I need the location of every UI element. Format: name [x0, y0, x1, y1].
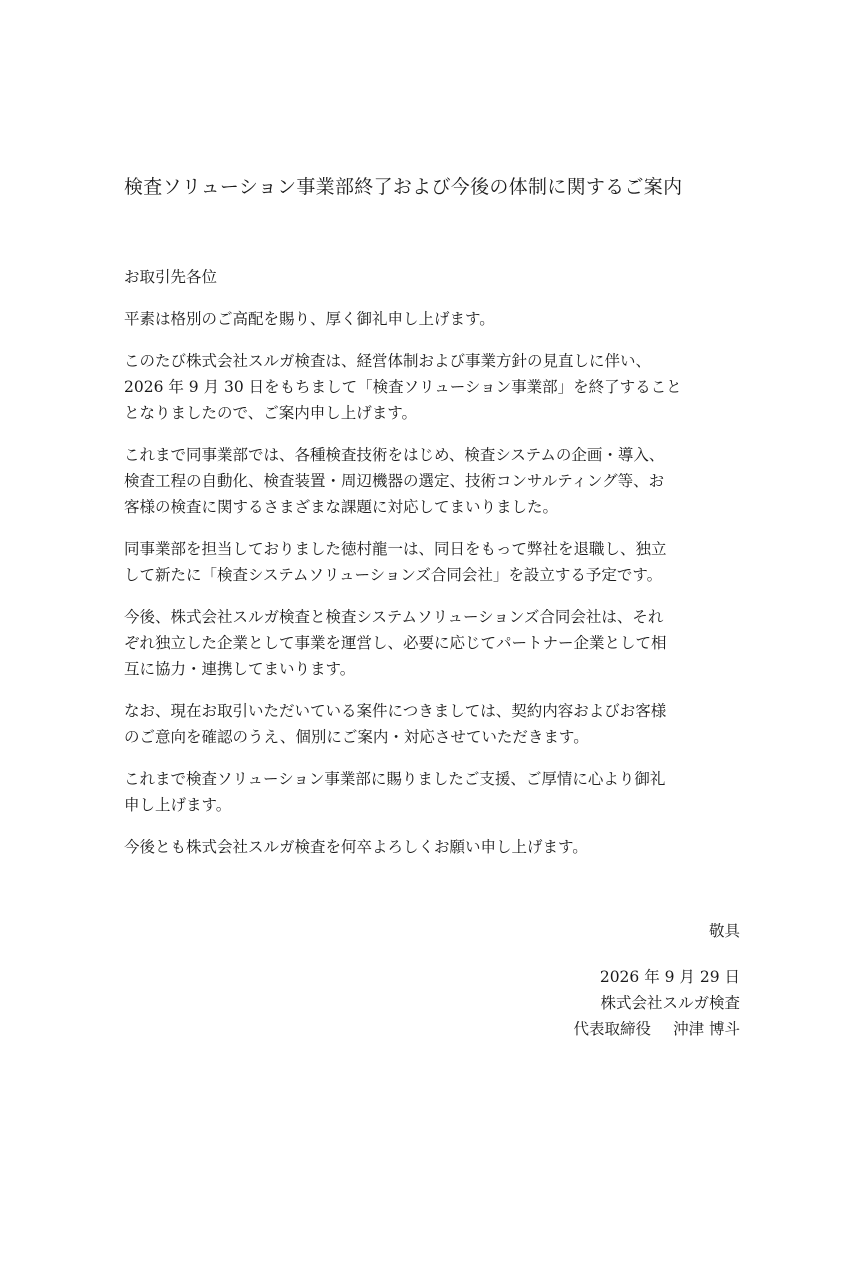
- signature-block: [574, 964, 740, 1042]
- paragraph-thanks: [124, 766, 742, 818]
- paragraph-line: 平素は格別のご高配を賜り、厚く御礼申し上げます。: [124, 310, 495, 328]
- addressee-text: お取引先各位: [124, 268, 218, 286]
- paragraph-line: 今後、株式会社スルガ検査と検査システムソリューションズ合同会社は、それ: [124, 608, 664, 626]
- representative-name: 沖津 博斗: [673, 1020, 740, 1038]
- paragraph-new-company: [124, 536, 742, 588]
- paragraph-line: 申し上げます。: [124, 796, 232, 814]
- paragraph-line: これまで同事業部では、各種検査技術をはじめ、検査システムの企画・導入、: [124, 446, 665, 464]
- paragraph-line: ぞれ独立した企業として事業を運営し、必要に応じてパートナー企業として相: [124, 634, 667, 652]
- paragraph-line: となりましたので、ご案内申し上げます。: [124, 404, 417, 422]
- paragraph-current-projects: [124, 698, 742, 750]
- letter-body: [124, 264, 742, 876]
- paragraph-line: 客様の検査に関するさまざまな課題に対応してまいりました。: [124, 498, 559, 516]
- representative: [574, 1016, 740, 1042]
- paragraph-line: して新たに「検査システムソリューションズ合同会社」を設立する予定です。: [124, 566, 663, 584]
- representative-title: 代表取締役: [573, 1020, 652, 1038]
- paragraph-line: 今後とも株式会社スルガ検査を何卒よろしくお願い申し上げます。: [124, 838, 588, 856]
- addressee: [124, 264, 742, 290]
- paragraph-line: これまで検査ソリューション事業部に賜りましたご支援、ご厚情に心より御礼: [124, 770, 666, 788]
- paragraph-announcement: [124, 348, 742, 426]
- paragraph-line: なお、現在お取引いただいている案件につきましては、契約内容およびお客様: [124, 702, 667, 720]
- paragraph-line: 互に協力・連携してまいります。: [124, 660, 356, 678]
- paragraph-history: [124, 442, 742, 520]
- paragraph-partnership: [124, 604, 742, 682]
- letter-date: 2026 年 9 月 29 日: [599, 968, 740, 986]
- closing-word: 敬具: [708, 922, 740, 940]
- paragraph-line: 同事業部を担当しておりました徳村龍一は、同日をもって弊社を退職し、独立: [124, 540, 667, 558]
- paragraph-line: のご意向を確認のうえ、個別にご案内・対応させていただきます。: [124, 728, 589, 746]
- paragraph-line: 検査工程の自動化、検査装置・周辺機器の選定、技術コンサルティング等、お: [124, 472, 665, 490]
- paragraph-line: このたび株式会社スルガ検査は、経営体制および事業方針の見直しに伴い、: [124, 352, 652, 370]
- document-title: 検査ソリューション事業部終了および今後の体制に関するご案内: [124, 176, 683, 198]
- paragraph-greeting: [124, 306, 742, 332]
- paragraph-line: 2026 年 9 月 30 日をもちまして「検査ソリューション事業部」を終了すること: [124, 378, 682, 396]
- paragraph-closing-request: [124, 834, 742, 860]
- company-name: 株式会社スルガ検査: [600, 994, 740, 1012]
